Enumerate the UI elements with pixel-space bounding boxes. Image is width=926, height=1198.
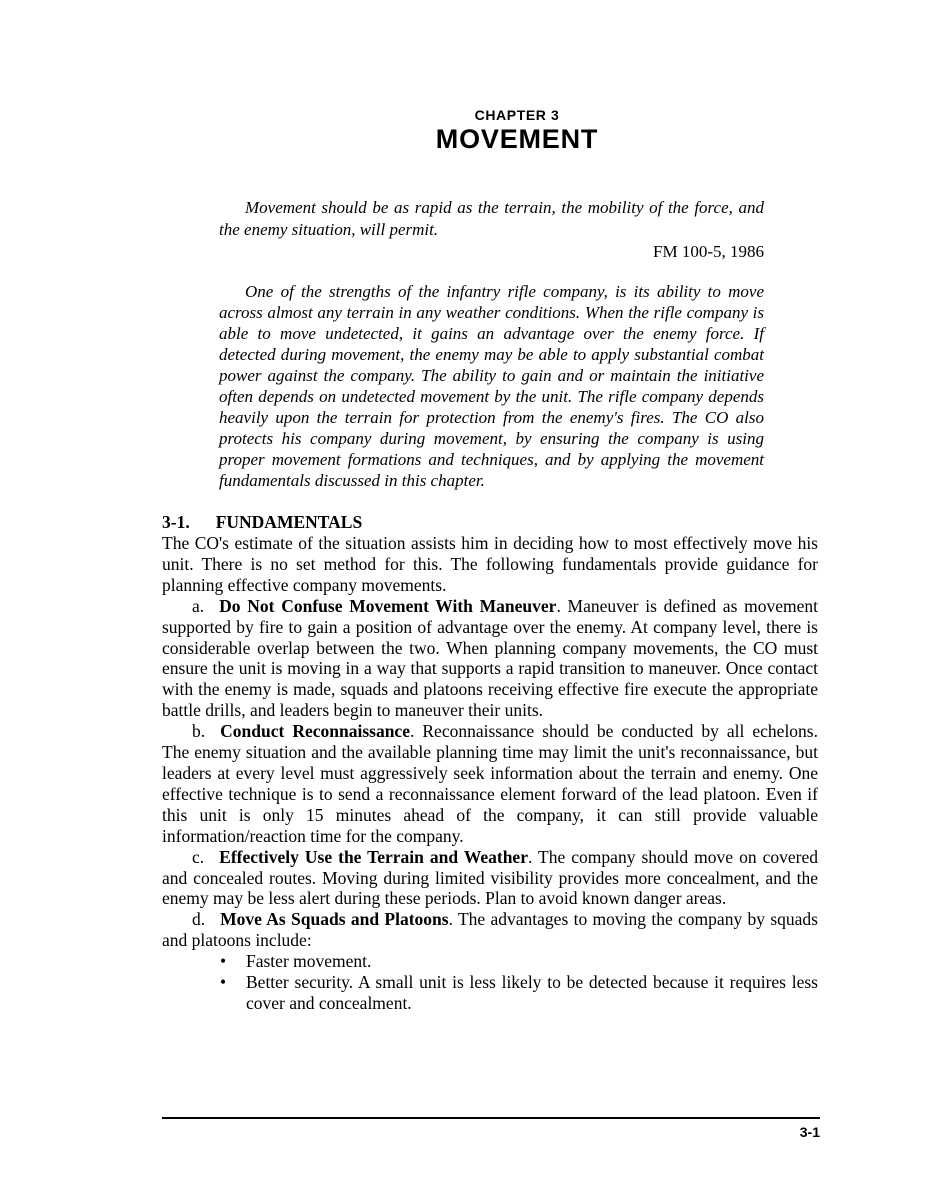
list-item-text: Better security. A small unit is less likely to be detected because it requires less cover and concealment. [246, 972, 818, 1014]
paragraph-letter: d. [192, 909, 206, 930]
paragraph-text: . The company should move on covered and concealed routes. Moving during limited visibility provides more concealment, and the enemy may be less alert during these periods. Plan to avoid known danger areas. [162, 846, 818, 909]
list-item [162, 951, 818, 972]
paragraph-b [162, 721, 818, 846]
paragraph-title: Effectively Use the Terrain and Weather [219, 846, 528, 867]
bullet-list [162, 951, 818, 1014]
section-intro-paragraph: The CO's estimate of the situation assists him in deciding how to most effectively move his unit. There is no set method for this. The following fundamentals provide guidance for planning effective company movements. [162, 533, 818, 595]
paragraph-d [162, 909, 818, 951]
paragraph-letter: a. [192, 595, 205, 616]
chapter-intro-paragraph: One of the strengths of the infantry rifle company, is its ability to move across almost any terrain in any weather conditions. When the rifle company is able to move undetected, it gains an advantage over the enemy force. If detected during movement, the enemy may be able to apply substantial combat power against the company. The ability to gain and or maintain the initiative often depends on undetected movement by the unit. The rifle company depends heavily upon the terrain for protection from the enemy's fires. The CO also protects his company during movement, by ensuring the company is using proper movement formations and techniques, and by applying the movement fundamentals discussed in this chapter. [219, 282, 764, 490]
bullet-icon: • [220, 951, 227, 972]
footer-rule [162, 1117, 820, 1119]
paragraph-title: Do Not Confuse Movement With Maneuver [219, 595, 557, 616]
page-title: MOVEMENT [435, 124, 599, 154]
paragraph-text: . The advantages to moving the company by squads and platoons include: [162, 909, 818, 951]
section-number: 3-1. [162, 512, 190, 532]
paragraph-text: . Maneuver is defined as movement supported by fire to gain a position of advantage over the enemy. At company level, there is considerable overlap between the two. When planning company movements, the CO must ensure the unit is moving in a way that supports a rapid transition to maneuver. Once contact with the enemy is made, squads and platoons receiving effective fire execute the appropriate battle drills, and leaders begin to maneuver their units. [162, 595, 818, 721]
epigraph-attribution: FM 100-5, 1986 [653, 242, 764, 261]
paragraph-letter: c. [192, 846, 205, 867]
section-title: FUNDAMENTALS [215, 512, 363, 532]
list-item [162, 972, 818, 1014]
list-item-text: Faster movement. [246, 951, 372, 972]
page-number: 3-1 [799, 1124, 820, 1140]
paragraph-a [162, 596, 818, 721]
paragraph-c [162, 847, 818, 910]
paragraph-title: Move As Squads and Platoons [220, 909, 449, 930]
paragraph-text: . Reconnaissance should be conducted by all echelons. The enemy situation and the available planning time may limit the unit's reconnaissance, but leaders at every level must aggressively seek information about the terrain and enemy. One effective technique is to send a reconnaissance element forward of the lead platoon. Even if this unit is only 15 minutes ahead of the company, it can still provide valuable information/reaction time for the company. [162, 721, 818, 846]
bullet-icon: • [220, 972, 227, 993]
page-footer [162, 1117, 820, 1140]
section-heading [162, 511, 818, 533]
paragraph-letter: b. [192, 721, 206, 742]
paragraph-title: Conduct Reconnaissance [220, 721, 410, 742]
chapter-header [189, 107, 845, 153]
chapter-label: CHAPTER 3 [474, 107, 560, 123]
epigraph-quote: Movement should be as rapid as the terrain, the mobility of the force, and the enemy situation, will permit. [219, 198, 764, 239]
